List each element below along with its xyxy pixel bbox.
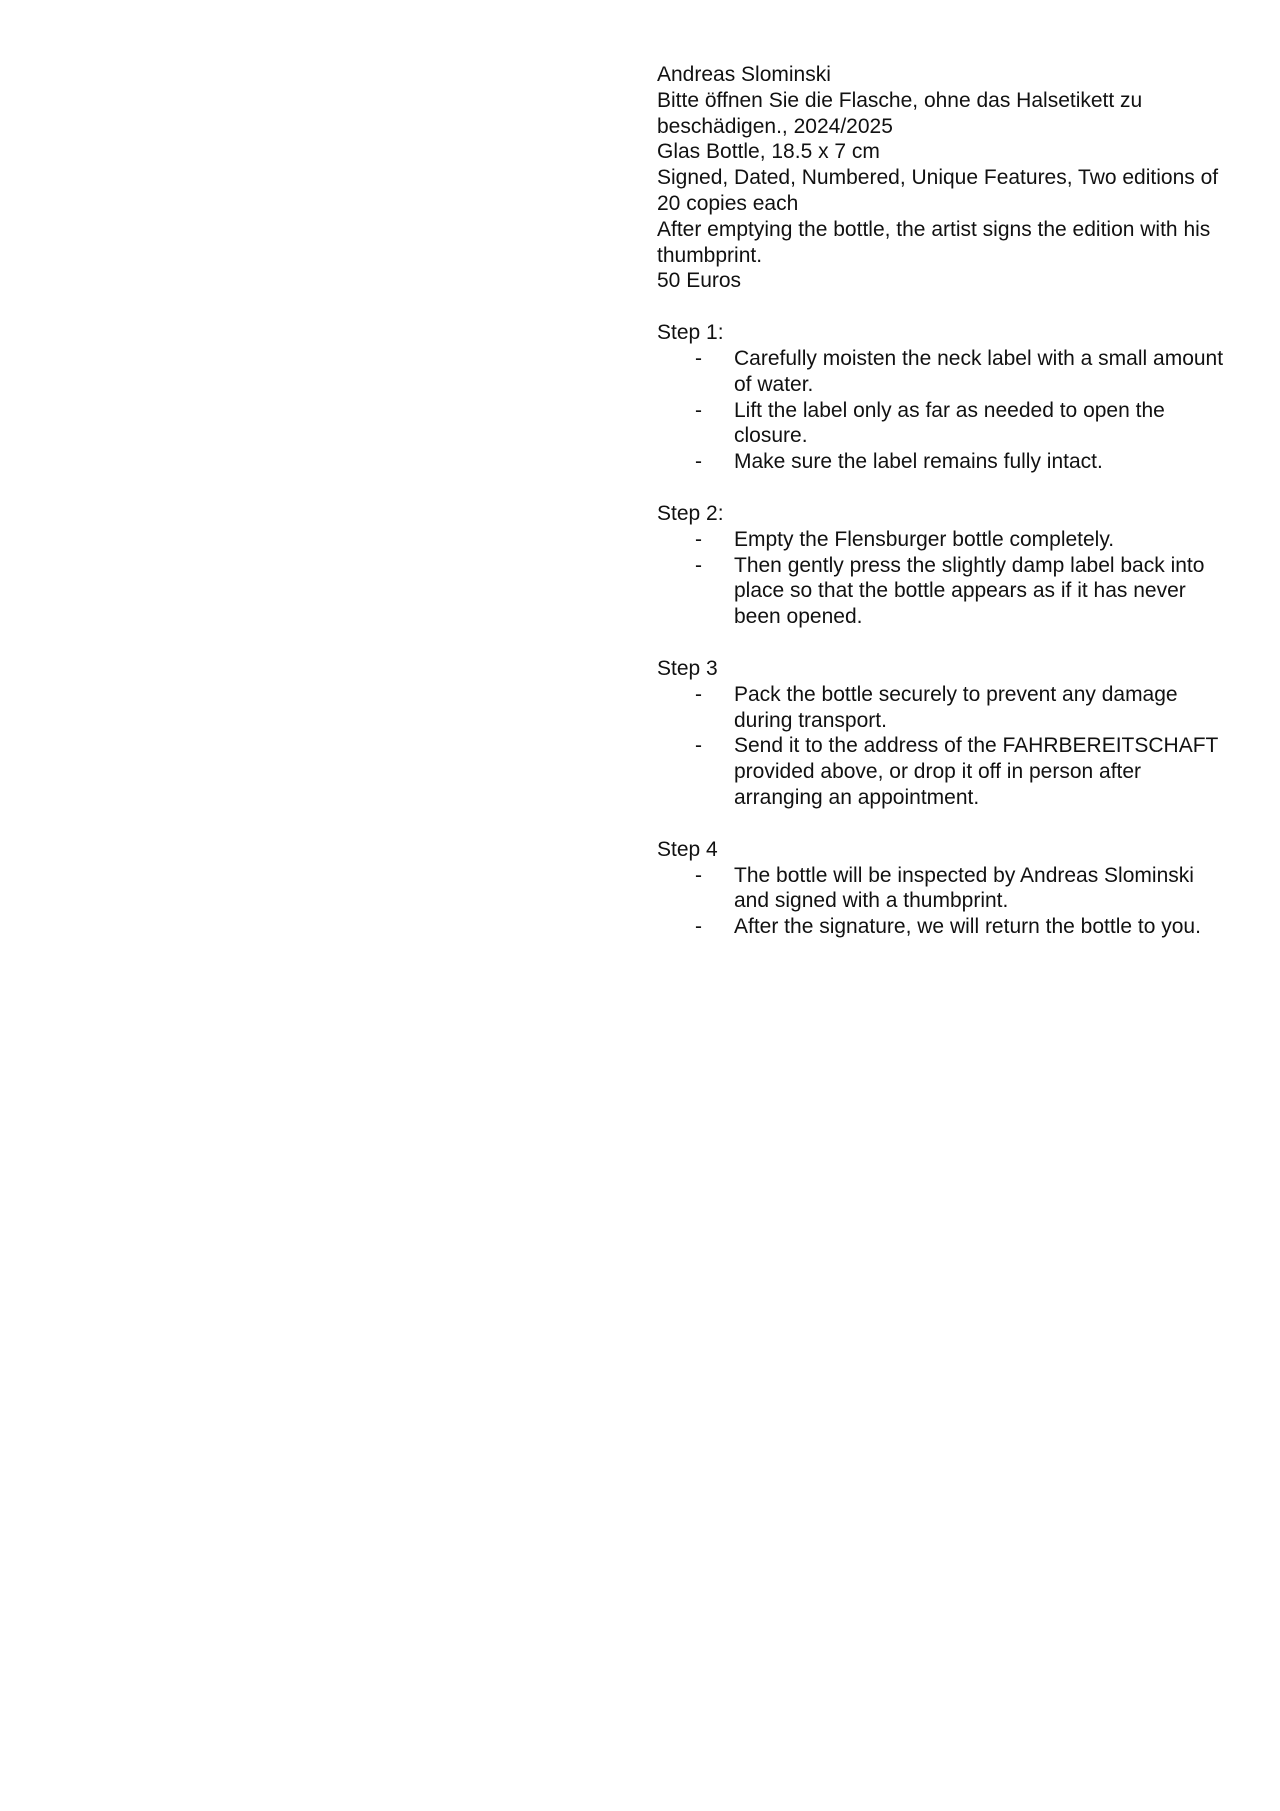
- document-content: [657, 62, 1232, 940]
- artwork-title-date: Bitte öffnen Sie die Flasche, ohne das Halsetikett zu beschädigen., 2024/2025: [657, 88, 1143, 138]
- instruction-text: Pack the bottle securely to prevent any damage during transport.: [734, 682, 1178, 732]
- artwork-note: After emptying the bottle, the artist signs the edition with his thumbprint.: [657, 217, 1211, 267]
- instruction-item: [657, 914, 1232, 940]
- step-3: [657, 656, 1232, 811]
- instruction-text: Send it to the address of the FAHRBEREITSCHAFT provided above, or drop it off in person after arranging an appointment.: [734, 734, 1218, 809]
- step-instructions: [657, 527, 1232, 630]
- instruction-text: The bottle will be inspected by Andreas Slominski and signed with a thumbprint.: [734, 863, 1194, 913]
- instruction-text: Make sure the label remains fully intact.: [734, 450, 1103, 474]
- instruction-text: Then gently press the slightly damp label back into place so that the bottle appears as if it has never been opened.: [734, 553, 1205, 629]
- artwork-price: 50 Euros: [657, 269, 742, 293]
- instruction-item: [657, 682, 1232, 734]
- step-2: [657, 501, 1232, 630]
- instruction-text: After the signature, we will return the bottle to you.: [734, 915, 1201, 939]
- bullet-dash: -: [695, 527, 702, 551]
- bullet-dash: -: [695, 682, 702, 706]
- artwork-edition: Signed, Dated, Numbered, Unique Features, Two editions of 20 copies each: [657, 166, 1219, 215]
- instruction-item: [657, 527, 1232, 553]
- bullet-dash: -: [695, 734, 702, 758]
- bullet-dash: -: [695, 915, 702, 939]
- step-title: Step 3: [657, 656, 718, 680]
- step-instructions: [657, 346, 1232, 475]
- step-1: [657, 320, 1232, 475]
- step-title: Step 1:: [657, 321, 724, 345]
- step-title: Step 4: [657, 837, 718, 861]
- instruction-item: [657, 398, 1232, 450]
- instruction-item: [657, 733, 1232, 810]
- artwork-medium-dimensions: Glas Bottle, 18.5 x 7 cm: [657, 140, 880, 164]
- step-instructions: [657, 682, 1232, 811]
- instruction-item: [657, 553, 1232, 630]
- instruction-text: Empty the Flensburger bottle completely.: [734, 527, 1115, 551]
- instruction-item: [657, 449, 1232, 475]
- bullet-dash: -: [695, 553, 702, 577]
- instruction-text: Lift the label only as far as needed to open the closure.: [734, 398, 1165, 448]
- bullet-dash: -: [695, 863, 702, 887]
- bullet-dash: -: [695, 346, 702, 370]
- step-instructions: [657, 863, 1232, 940]
- instruction-item: [657, 346, 1232, 398]
- artist-name: Andreas Slominski: [657, 63, 831, 86]
- bullet-dash: -: [695, 450, 702, 474]
- bullet-dash: -: [695, 398, 702, 422]
- step-title: Step 2:: [657, 501, 724, 525]
- instruction-item: [657, 863, 1232, 915]
- instruction-text: Carefully moisten the neck label with a small amount of water.: [734, 346, 1224, 396]
- artwork-info: [657, 62, 1232, 294]
- step-4: [657, 837, 1232, 940]
